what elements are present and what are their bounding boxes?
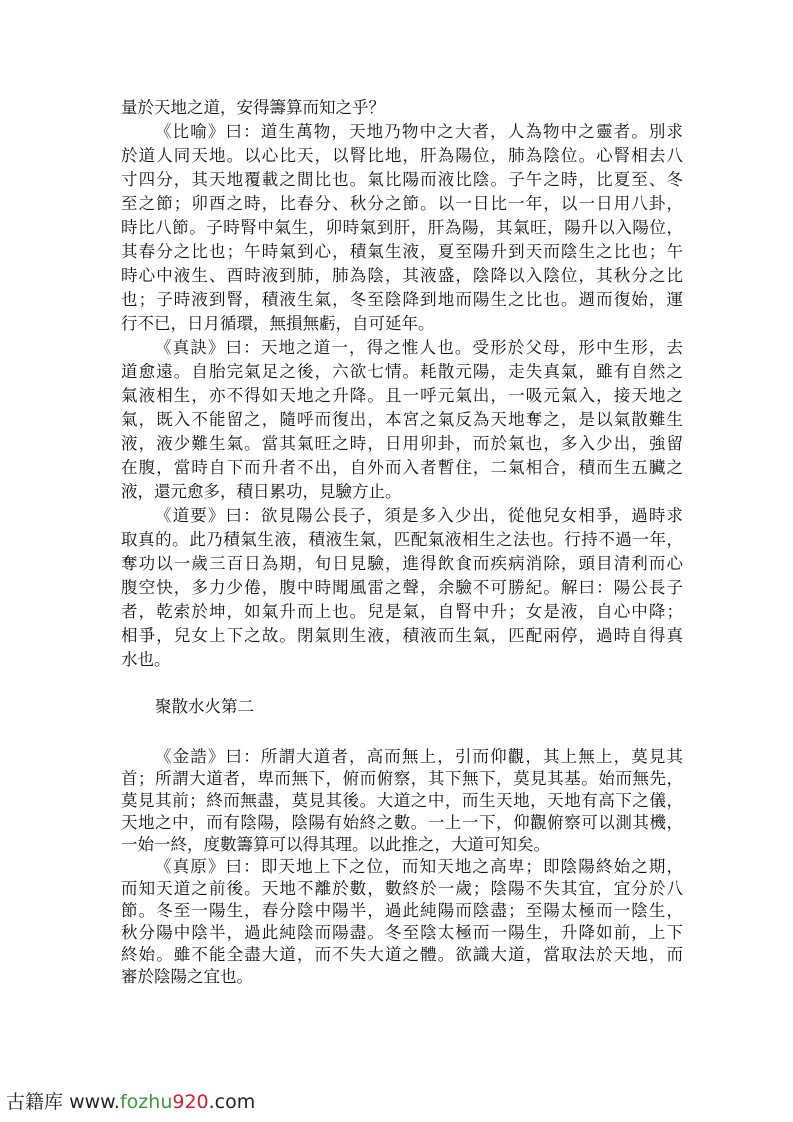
text-line: 首；所謂大道者，卑而無下，俯而俯察，其下無下，莫見其基。始而無先， [121,769,683,788]
footer-url-green: fozhu [119,1091,173,1113]
paragraph [121,120,683,336]
text-line: 量於天地之道，安得籌算而知之乎？ [121,98,385,117]
footer-url-suffix: .com [208,1091,256,1113]
section-heading: 聚散水火第二 [155,697,254,716]
text-line: 終始。雖不能全盡大道，而不失大道之體。欲識大道，當取法於天地，而 [121,945,683,964]
paragraph [121,746,683,856]
text-line: 至之節；卯酉之時，比春分、秋分之節。以一日比一年，以一日用八卦， [121,194,683,213]
text-line: 《比喻》曰：道生萬物，天地乃物中之大者，人為物中之靈者。別求 [155,122,683,141]
text-line: 於道人同天地。以心比天，以腎比地，肝為陽位，肺為陰位。心腎相去八 [121,146,683,165]
text-line: 腹空快，多力少倦，腹中時聞風雷之聲，余驗不可勝紀。解曰：陽公長子 [121,578,683,597]
paragraph [121,504,683,672]
text-line: 秋分陽中陰半，過此純陰而陽盡。冬至陰太極而一陽生，升降如前，上下 [121,923,683,942]
document-body-top [121,96,683,672]
text-line: 氣液相生，亦不得如天地之升降。且一呼元氣出，一吸元氣入，接天地之 [121,386,683,405]
text-line: 行不已，日月循環，無損無虧，自可延年。 [121,314,435,333]
footer-url[interactable] [69,1091,255,1113]
text-line: 液，液少難生氣。當其氣旺之時，日用卯卦，而於氣也，多入少出，強留 [121,434,683,453]
text-line: 時比八節。子時腎中氣生，卯時氣到肝，肝為陽，其氣旺，陽升以入陽位， [121,218,683,237]
text-line: 天地之中，而有陰陽，陰陽有始終之數。一上一下，仰觀俯察可以測其機， [121,813,683,832]
text-line: 氣，既入不能留之，隨呼而復出，本宮之氣反為天地奪之，是以氣散難生 [121,410,683,429]
text-line: 在腹，當時自下而升者不出，自外而入者暫住，二氣相合，積而生五臟之 [121,458,683,477]
text-line: 節。冬至一陽生，春分陰中陽半，過此純陽而陰盡；至陽太極而一陰生， [121,901,683,920]
text-line: 水也。 [121,650,171,669]
text-line: 道愈遠。自胎完氣足之後，六欲七情。耗散元陽，走失真氣，雖有自然之 [121,362,683,381]
text-line: 一始一終，度數籌算可以得其理。以此推之，大道可知矣。 [121,835,550,854]
text-line: 奪功以一歲三百日為期，旬日見驗，進得飲食而疾病消除，頭目清利而心 [121,554,683,573]
text-line: 相爭，兒女上下之故。閉氣則生液，積液而生氣，匹配兩停，過時自得真 [121,626,683,645]
text-line: 《金誥》曰：所謂大道者，高而無上，引而仰觀，其上無上，莫見其 [155,747,683,766]
text-line: 莫見其前；終而無盡，莫見其後。大道之中，而生天地，天地有高下之儀， [121,791,683,810]
footer-site-name: 古籍库 [6,1091,64,1113]
text-line: 其春分之比也；午時氣到心，積氣生液，夏至陽升到天而陰生之比也；午 [121,242,683,261]
text-line: 液，還元愈多，積日累功，見驗方止。 [121,482,402,501]
paragraph [121,336,683,504]
footer-url-prefix: www. [69,1091,120,1113]
text-line: 者，乾索於坤，如氣升而上也。兒是氣，自腎中升；女是液，自心中降； [121,602,683,621]
paragraph [121,96,683,120]
text-line: 也；子時液到腎，積液生氣，冬至陰降到地而陽生之比也。週而復始，運 [121,290,683,309]
footer-url-red: 920 [172,1091,209,1113]
text-line: 《真訣》曰：天地之道一，得之惟人也。受形於父母，形中生形，去 [155,338,683,357]
watermark-footer [6,1087,255,1114]
text-line: 《真原》曰：即天地上下之位，而知天地之高卑；即陰陽終始之期， [155,857,683,876]
text-line: 《道要》曰：欲見陽公長子，須是多入少出，從他兒女相爭，過時求 [155,506,683,525]
document-body-bottom [121,746,683,988]
text-line: 取真的。此乃積氣生液，積液生氣，匹配氣液相生之法也。行持不過一年， [121,530,683,549]
text-line: 審於陰陽之宜也。 [121,967,253,986]
text-line: 而知天道之前後。天地不離於數，數終於一歲；陰陽不失其宜，宜分於八 [121,879,683,898]
text-line: 寸四分，其天地覆載之間比也。氣比陽而液比陰。子午之時，比夏至、冬 [121,170,683,189]
paragraph [121,856,683,988]
text-line: 時心中液生、酉時液到肺，肺為陰，其液盛，陰降以入陰位，其秋分之比 [121,266,683,285]
